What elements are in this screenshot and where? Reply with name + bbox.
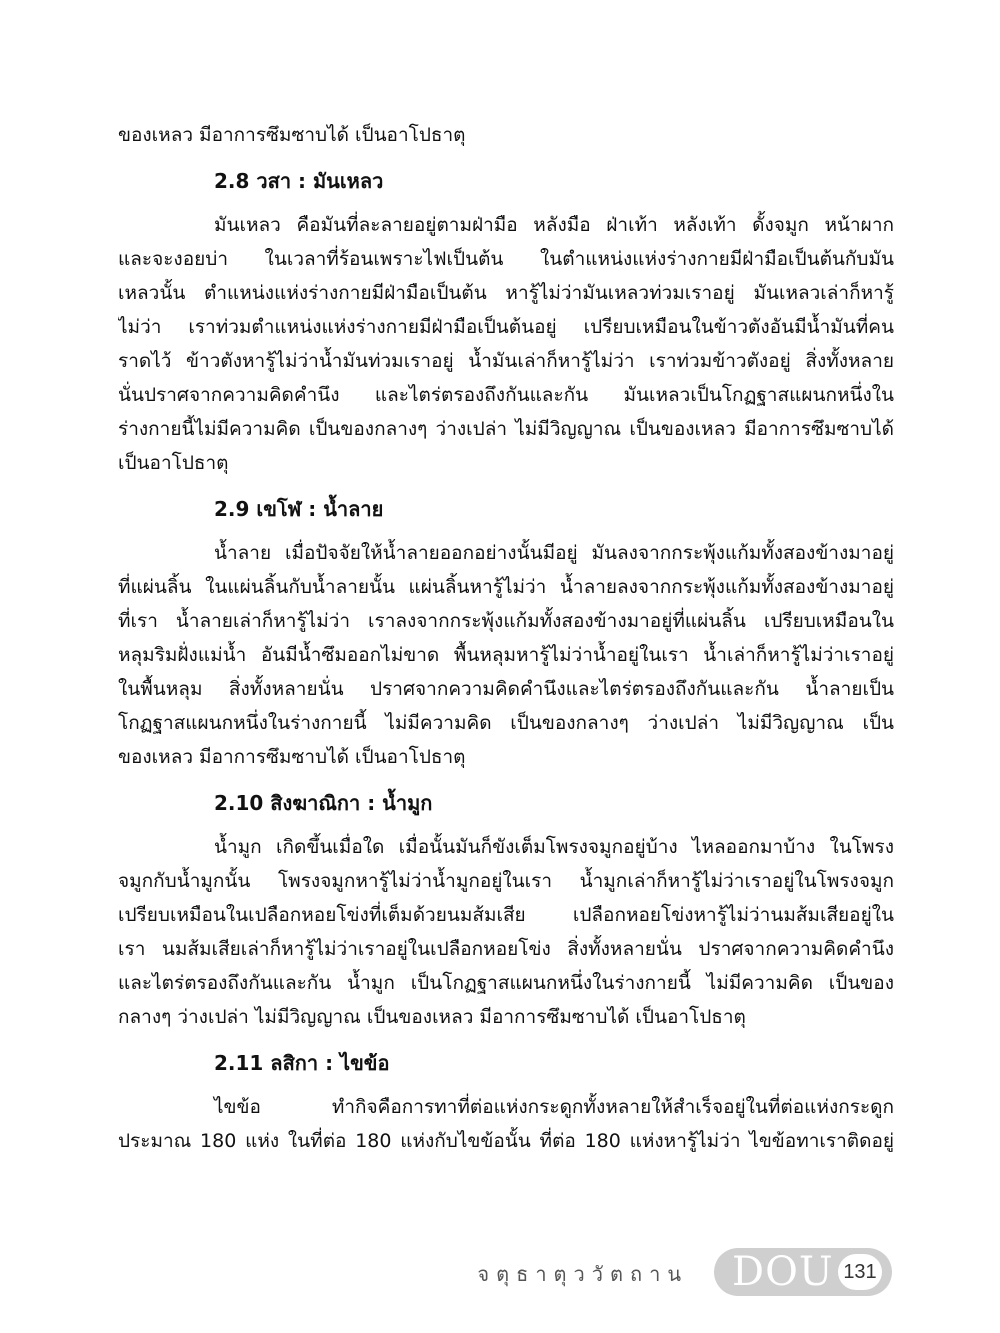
paragraph-line: ของเหลว มีอาการซึมซาบได้ เป็นอาโปธาตุ (118, 746, 466, 768)
paragraph-line: นั่นปราศจากความคิดคำนึง และไตร่ตรองถึงกันและกัน มันเหลวเป็นโกฏฐาสแผนกหนึ่งใน (118, 384, 894, 406)
paragraph-line: จมูกกับน้ำมูกนั้น โพรงจมูกหารู้ไม่ว่าน้ำมูกอยู่ในเรา น้ำมูกเล่าก็หารู้ไม่ว่าเราอยู่ในโพรงจมูก (118, 870, 894, 892)
paragraph-line: เรา นมส้มเสียเล่าก็หารู้ไม่ว่าเราอยู่ในเปลือกหอยโข่ง สิ่งทั้งหลายนั่น ปราศจากความคิดคำนึง (118, 938, 894, 960)
paragraph-line: โกฏฐาสแผนกหนึ่งในร่างกายนี้ ไม่มีความคิด เป็นของกลางๆ ว่างเปล่า ไม่มีวิญญาณ เป็น (118, 712, 894, 734)
book-title: จตุธาตุววัตถาน (477, 1262, 688, 1286)
paragraph-line: น้ำมูก เกิดขึ้นเมื่อใด เมื่อนั้นมันก็ขังเต็มโพรงจมูกอยู่บ้าง ไหลออกมาบ้าง ในโพรง (214, 836, 894, 858)
paragraph-line: น้ำลาย เมื่อปัจจัยให้น้ำลายออกอย่างนั้นมีอยู่ มันลงจากกระพุ้งแก้มทั้งสองข้างมาอยู่ (214, 542, 894, 564)
page-number: 131 (838, 1254, 882, 1290)
paragraph-line: และไตร่ตรองถึงกันและกัน น้ำมูก เป็นโกฏฐาสแผนกหนึ่งในร่างกายนี้ ไม่มีความคิด เป็นของ (118, 972, 894, 994)
paragraph-line: ไม่ว่า เราท่วมตำแหน่งแห่งร่างกายมีฝ่ามือเป็นต้นอยู่ เปรียบเหมือนในข้าวตังอันมีน้ำมันที่คน (118, 316, 894, 338)
paragraph-line: เป็นอาโปธาตุ (118, 452, 229, 474)
section-heading-2-10: 2.10 สิงฆาณิกา : น้ำมูก (214, 791, 433, 815)
dou-badge (714, 1248, 892, 1296)
paragraph-line: เปรียบเหมือนในเปลือกหอยโข่งที่เต็มด้วยนมส้มเสีย เปลือกหอยโข่งหารู้ไม่ว่านมส้มเสียอยู่ใน (118, 904, 894, 926)
paragraph-line: ประมาณ 180 แห่ง ในที่ต่อ 180 แห่งกับไขข้อนั้น ที่ต่อ 180 แห่งหารู้ไม่ว่า ไขข้อทาเราติดอยู่ (118, 1130, 894, 1152)
paragraph-line: ในพื้นหลุม สิ่งทั้งหลายนั่น ปราศจากความคิดคำนึงและไตร่ตรองถึงกันและกัน น้ำลายเป็น (118, 678, 894, 700)
paragraph-line: ราดไว้ ข้าวตังหารู้ไม่ว่าน้ำมันท่วมเราอยู่ น้ำมันเล่าก็หารู้ไม่ว่า เราท่วมข้าวตังอยู่ สิ่งทั้งหลาย (118, 350, 894, 372)
section-heading-2-9: 2.9 เขโฬ : น้ำลาย (214, 497, 384, 521)
paragraph-line: กลางๆ ว่างเปล่า ไม่มีวิญญาณ เป็นของเหลว มีอาการซึมซาบได้ เป็นอาโปธาตุ (118, 1006, 746, 1028)
paragraph-line: และจะงอยบ่า ในเวลาที่ร้อนเพราะไฟเป็นต้น ในตำแหน่งแห่งร่างกายมีฝ่ามือเป็นต้นกับมัน (118, 248, 894, 270)
paragraph-line: ร่างกายนี้ไม่มีความคิด เป็นของกลางๆ ว่างเปล่า ไม่มีวิญญาณ เป็นของเหลว มีอาการซึมซาบได้ (118, 418, 894, 440)
page-footer (0, 1248, 1000, 1298)
paragraph-line: เหลวนั้น ตำแหน่งแห่งร่างกายมีฝ่ามือเป็นต้น หารู้ไม่ว่ามันเหลวท่วมเราอยู่ มันเหลวเล่าก็หารู้ (118, 282, 894, 304)
paragraph-line: ของเหลว มีอาการซึมซาบได้ เป็นอาโปธาตุ (118, 124, 466, 146)
dou-logo-text: DOU (732, 1249, 834, 1295)
paragraph-line: ที่แผ่นลิ้น ในแผ่นลิ้นกับน้ำลายนั้น แผ่นลิ้นหารู้ไม่ว่า น้ำลายลงจากกระพุ้งแก้มทั้งสองข้างมาอยู่ (118, 576, 894, 598)
section-heading-2-8: 2.8 วสา : มันเหลว (214, 169, 384, 193)
section-heading-2-11: 2.11 ลสิกา : ไขข้อ (214, 1051, 390, 1075)
paragraph-line: ที่เรา น้ำลายเล่าก็หารู้ไม่ว่า เราลงจากกระพุ้งแก้มทั้งสองข้างมาอยู่ที่แผ่นลิ้น เปรียบเหมือนใน (118, 610, 894, 632)
paragraph-line: หลุมริมฝั่งแม่น้ำ อันมีน้ำซึมออกไม่ขาด พื้นหลุมหารู้ไม่ว่าน้ำอยู่ในเรา น้ำเล่าก็หารู้ไม่ว่าเราอยู่ (118, 644, 894, 666)
paragraph-line: ไขข้อ ทำกิจคือการทาที่ต่อแห่งกระดูกทั้งหลายให้สำเร็จอยู่ในที่ต่อแห่งกระดูก (214, 1096, 894, 1118)
paragraph-line: มันเหลว คือมันที่ละลายอยู่ตามฝ่ามือ หลังมือ ฝ่าเท้า หลังเท้า ดั้งจมูก หน้าผาก (214, 214, 894, 236)
page-body (118, 118, 894, 1158)
